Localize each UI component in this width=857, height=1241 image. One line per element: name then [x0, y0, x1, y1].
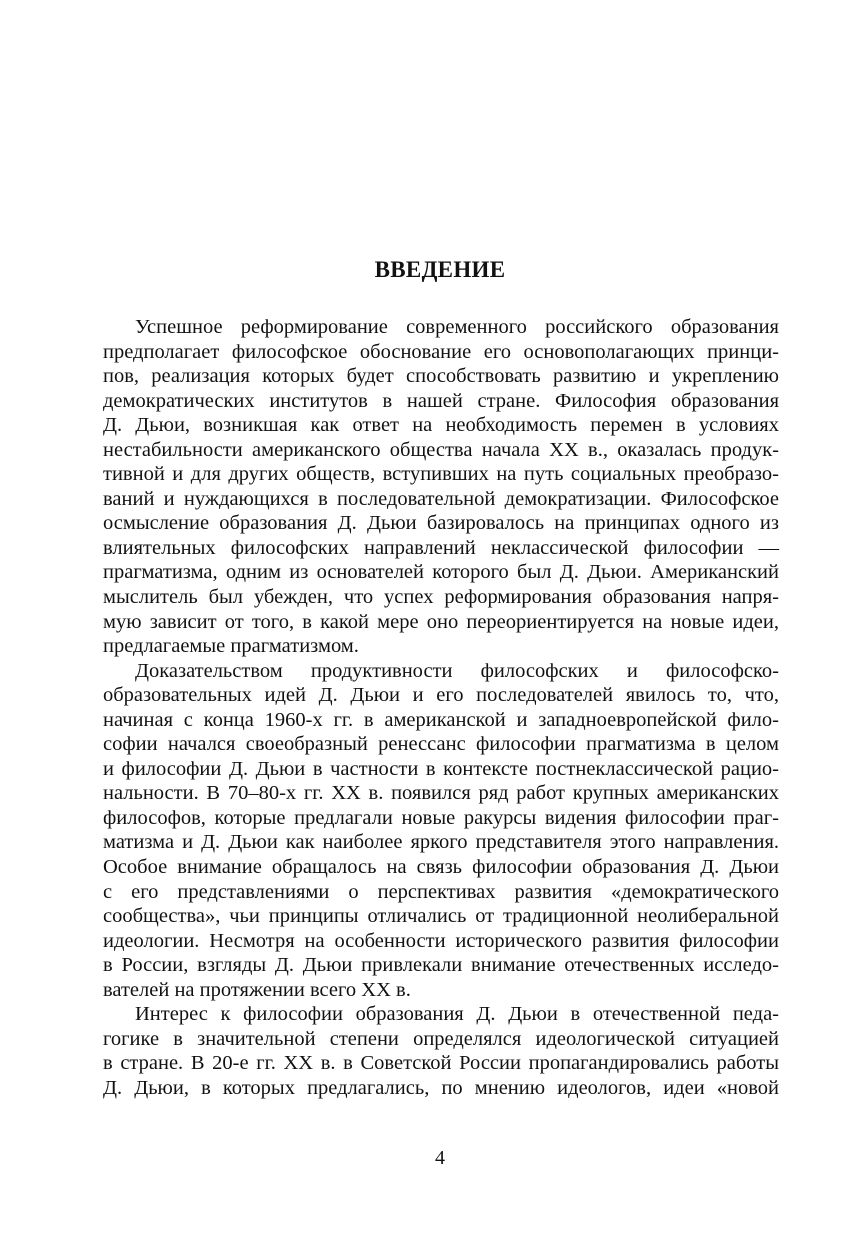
- text-line: софии начался своеобразный ренессанс философии прагматизма в целом: [103, 733, 779, 756]
- text-line: Особое внимание обращалось на связь философии образования Д. Дьюи: [103, 856, 779, 879]
- body-text: [103, 315, 779, 1101]
- paragraph: [103, 1002, 779, 1100]
- text-line: тивной и для других обществ, вступивших на путь социальных преобразо-: [103, 463, 779, 486]
- text-line: в стране. В 20-е гг. XX в. в Советской России пропагандировались работы: [103, 1052, 779, 1075]
- text-line: матизма и Д. Дьюи как наиболее яркого представителя этого направления.: [103, 831, 779, 854]
- text-line: предполагает философское обоснование его основополагающих принци-: [103, 340, 779, 363]
- text-line: влиятельных философских направлений неклассической философии —: [103, 536, 779, 559]
- paragraph: [103, 315, 779, 659]
- text-line: пов, реализация которых будет способствовать развитию и укреплению: [103, 365, 779, 388]
- text-line: вателей на протяжении всего XX в.: [103, 978, 411, 1001]
- text-line: осмысление образования Д. Дьюи базировалось на принципах одного из: [103, 512, 779, 535]
- text-line: ваний и нуждающихся в последовательной демократизации. Философское: [103, 487, 779, 510]
- text-line: с его представлениями о перспективах развития «демократического: [103, 880, 779, 903]
- text-line: Успешное реформирование современного российского образования: [135, 316, 779, 338]
- paragraph: [103, 659, 779, 1003]
- page-number: 4: [435, 1147, 445, 1169]
- text-line: Интерес к философии образования Д. Дьюи в отечественной педа-: [135, 1003, 779, 1026]
- text-line: нестабильности американского общества начала XX в., оказалась продук-: [103, 438, 779, 461]
- text-line: Д. Дьюи, в которых предлагались, по мнению идеологов, идеи «новой: [103, 1076, 779, 1099]
- text-line: философов, которые предлагали новые ракурсы видения философии праг-: [103, 806, 779, 829]
- text-line: идеологии. Несмотря на особенности исторического развития философии: [103, 929, 779, 952]
- text-line: Д. Дьюи, возникшая как ответ на необходимость перемен в условиях: [103, 414, 779, 437]
- chapter-heading: ВВЕДЕНИЕ: [374, 257, 506, 282]
- text-line: мыслитель был убежден, что успех реформирования образования напря-: [103, 586, 779, 609]
- text-line: демократических институтов в нашей стране. Философия образования: [103, 389, 779, 412]
- text-line: нальности. В 70–80-х гг. XX в. появился ряд работ крупных американских: [103, 782, 779, 805]
- text-line: прагматизма, одним из основателей которого был Д. Дьюи. Американский: [103, 561, 779, 584]
- text-line: начиная с конца 1960-х гг. в американской и западноевропейской фило-: [103, 708, 779, 731]
- text-line: предлагаемые прагматизмом.: [103, 635, 359, 658]
- text-line: мую зависит от того, в какой мере оно переориентируется на новые идеи,: [103, 610, 779, 633]
- text-line: и философии Д. Дьюи в частности в контексте постнеклассической рацио-: [103, 757, 779, 780]
- text-line: сообщества», чьи принципы отличались от традиционной неолиберальной: [103, 905, 779, 928]
- text-line: в России, взгляды Д. Дьюи привлекали внимание отечественных исследо-: [103, 954, 779, 977]
- text-line: Доказательством продуктивности философских и философско-: [135, 659, 779, 682]
- text-line: образовательных идей Д. Дьюи и его последователей явилось то, что,: [103, 684, 779, 707]
- text-line: гогике в значительной степени определялся идеологической ситуацией: [103, 1027, 779, 1050]
